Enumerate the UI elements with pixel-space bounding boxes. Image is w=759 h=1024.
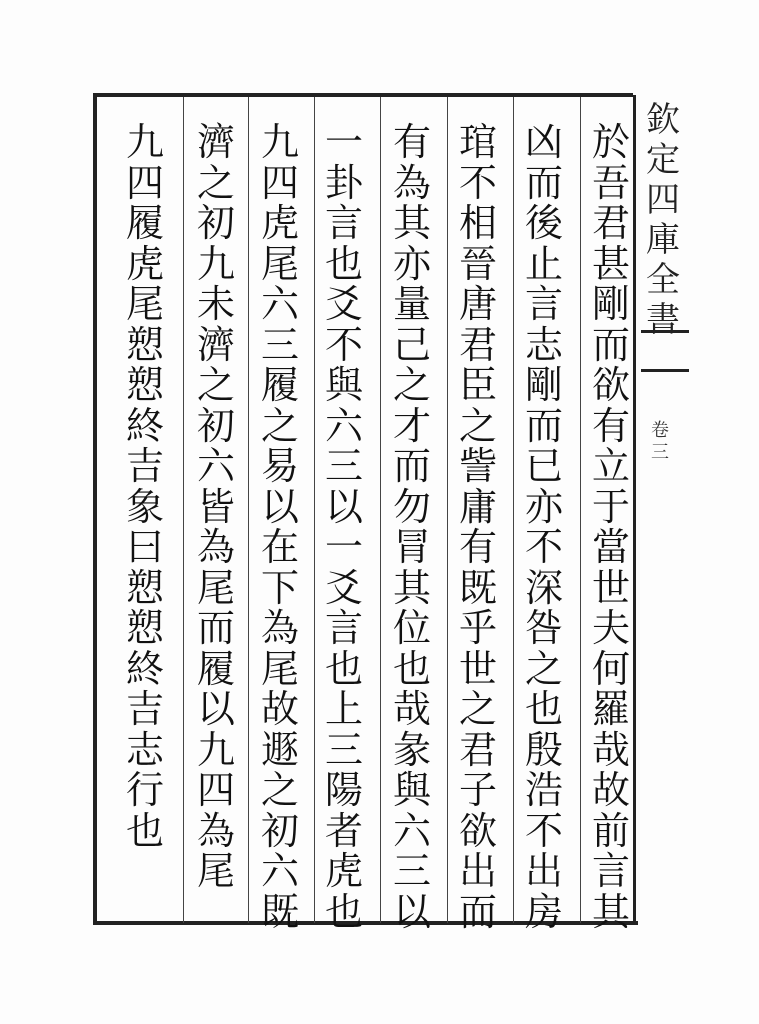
volume-label: 卷 三 xyxy=(651,420,669,463)
column-rule xyxy=(314,97,315,923)
book-title: 欽 定 四 庫 全 書 xyxy=(646,100,680,340)
text-column: 一 卦 言 也 爻 不 與 六 三 以 一 爻 言 也 上 三 陽 者 虎 也 xyxy=(324,120,363,934)
column-rule xyxy=(447,97,448,923)
text-column: 濟 之 初 九 未 濟 之 初 六 皆 為 尾 而 履 以 九 四 為 尾 xyxy=(196,120,235,893)
fishtail-mark xyxy=(641,330,689,372)
text-column: 九 四 履 虎 尾 愬 愬 終 吉 象 曰 愬 愬 終 吉 志 行 也 xyxy=(125,120,164,853)
column-rule xyxy=(380,97,381,923)
text-column: 有 為 其 亦 量 己 之 才 而 勿 冐 其 位 也 哉 彖 與 六 三 以 xyxy=(392,120,431,934)
column-rule xyxy=(513,97,514,923)
text-column: 於 吾 君 甚 剛 而 欲 有 立 于 當 世 夫 何 羅 哉 故 前 言 其 xyxy=(591,120,630,934)
text-column: 九 四 虎 尾 六 三 履 之 易 以 在 下 為 尾 故 遯 之 初 六 既 xyxy=(260,120,299,934)
text-column: 凶 而 後 止 言 志 剛 而 已 亦 不 深 咎 之 也 殷 浩 不 出 房 xyxy=(524,120,563,934)
column-rule xyxy=(248,97,249,923)
column-rule xyxy=(580,97,581,923)
column-rule xyxy=(183,97,184,923)
text-column: 琯 不 相 晉 唐 君 臣 之 訾 庸 有 既 乎 世 之 君 子 欲 出 而 xyxy=(458,120,497,934)
